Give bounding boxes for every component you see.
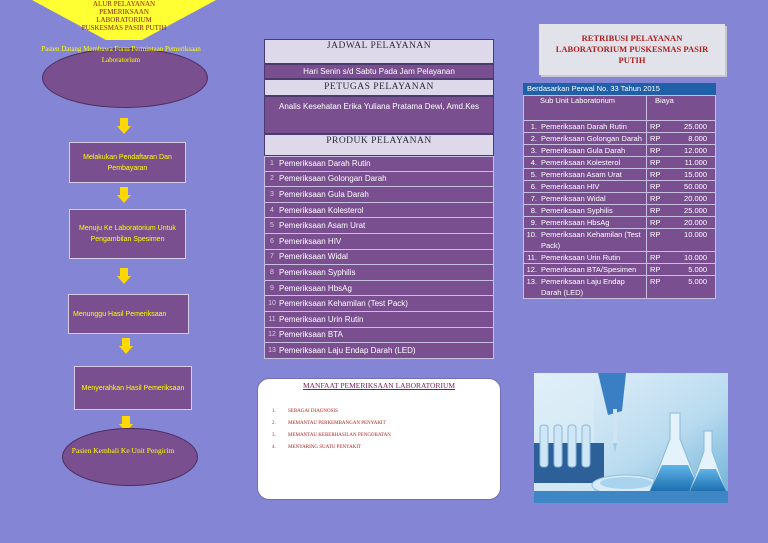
item-name: Pemeriksaan Urin Rutin	[279, 314, 364, 324]
item-number: 11	[268, 315, 276, 323]
list-item	[264, 218, 494, 234]
list-item	[272, 429, 492, 441]
table-row	[523, 181, 716, 193]
row-name: Pemeriksaan HIV	[540, 181, 647, 192]
row-amount: 5.000	[688, 277, 707, 286]
produk-title: PRODUK PELAYANAN	[264, 134, 494, 156]
item-text: MENYARING SUATU PENYAKIT	[288, 444, 362, 450]
item-name: Pemeriksaan Kehamilan (Test Pack)	[279, 299, 408, 309]
table-row	[523, 157, 716, 169]
row-amount: 10.000	[684, 230, 707, 239]
row-name: Pemeriksaan Gula Darah	[540, 145, 647, 156]
list-item	[272, 417, 492, 429]
flow-header-line: LABORATORIUM	[96, 16, 152, 24]
row-amount: 15.000	[684, 170, 707, 179]
row-currency: RP	[650, 218, 661, 227]
arrow-down-icon	[119, 338, 133, 354]
row-name: Pemeriksaan Darah Rutin	[540, 121, 647, 132]
item-number: 3.	[272, 432, 276, 438]
table-row	[523, 205, 716, 217]
row-amount: 10.000	[684, 253, 707, 262]
row-currency: RP	[650, 265, 661, 274]
item-number: 5	[270, 222, 274, 230]
table-row	[523, 121, 716, 133]
list-item	[264, 265, 494, 281]
row-name: Pemeriksaan Asam Urat	[540, 169, 647, 180]
item-text: MEMANTAU KEBERHASILAN PENGOBATAN	[288, 432, 391, 438]
petugas-title: PETUGAS PELAYANAN	[264, 79, 494, 96]
row-name: Pemeriksaan Widal	[540, 193, 647, 204]
item-number: 13	[268, 346, 276, 354]
item-number: 4.	[272, 444, 276, 450]
row-amount: 50.000	[684, 182, 707, 191]
arrow-down-icon	[117, 187, 131, 203]
flow-header-line: PEMERIKSAAN	[99, 8, 149, 16]
item-number: 10	[268, 300, 276, 308]
row-number: 2.	[530, 134, 537, 143]
row-currency: RP	[650, 182, 661, 191]
list-item	[264, 281, 494, 297]
row-currency: RP	[650, 230, 661, 239]
produk-list	[264, 156, 494, 359]
list-item	[272, 441, 492, 453]
flow-step-label: Menyerahkan Hasil Pemeriksaan	[81, 384, 185, 392]
table-row	[523, 145, 716, 157]
row-number: 7.	[530, 194, 537, 203]
table-row	[523, 276, 716, 299]
item-text: SEBAGAI DIAGNOSIS	[288, 408, 338, 414]
item-number: 2	[270, 175, 274, 183]
item-text: MEMANTAU PERKEMBANGAN PENYAKIT	[288, 420, 386, 426]
item-number: 8	[270, 268, 274, 276]
row-currency: RP	[650, 122, 661, 131]
arrow-down-icon	[117, 268, 131, 284]
row-name: Pemeriksaan HbsAg	[540, 217, 647, 228]
row-number: 10.	[526, 230, 537, 239]
flow-intro-text: Pasien Datang Membawa Form Permintaan Pemeriksaan Laboratorium	[41, 45, 201, 64]
table-row	[523, 217, 716, 229]
row-amount: 5.000	[688, 265, 707, 274]
list-item	[264, 156, 494, 172]
list-item	[264, 296, 494, 312]
row-currency: RP	[650, 194, 661, 203]
row-currency: RP	[650, 277, 661, 286]
flow-ending-text: Pasien Kembali Ke Unit Pengirim	[71, 446, 175, 455]
jadwal-value: Hari Senin s/d Sabtu Pada Jam Pelayanan	[264, 64, 494, 79]
row-number: 12.	[526, 265, 537, 274]
arrow-down-icon	[117, 118, 131, 134]
petugas-value	[264, 96, 494, 134]
flow-step-specimen	[69, 209, 186, 259]
perwal-basis: Berdasarkan Perwal No. 33 Tahun 2015	[523, 83, 716, 95]
row-amount: 25.000	[684, 122, 707, 131]
list-item	[264, 343, 494, 359]
row-name: Pemeriksaan Laju Endap Darah (LED)	[540, 276, 647, 298]
row-name: Pemeriksaan Golongan Darah	[540, 133, 647, 144]
list-item	[264, 250, 494, 266]
flow-step-label: Menuju Ke Laboratorium Untuk Pengambilan Spesimen	[79, 225, 176, 243]
row-amount: 11.000	[684, 158, 707, 167]
row-number: 1.	[530, 122, 537, 131]
row-number: 8.	[530, 206, 537, 215]
item-number: 7	[270, 253, 274, 261]
item-name: Pemeriksaan Golongan Darah	[279, 174, 387, 184]
row-currency: RP	[650, 206, 661, 215]
row-amount: 25.000	[684, 206, 707, 215]
item-number: 9	[270, 284, 274, 292]
item-name: Pemeriksaan BTA	[279, 330, 343, 340]
row-amount: 20.000	[684, 194, 707, 203]
flow-step-wait	[68, 294, 189, 334]
list-item	[272, 405, 492, 417]
table-header	[523, 95, 716, 121]
flow-step-label: Melakukan Pendaftaran Dan Pembayaran	[83, 153, 172, 172]
retribusi-table	[523, 95, 716, 299]
row-currency: RP	[650, 146, 661, 155]
item-name: Pemeriksaan Gula Darah	[279, 189, 369, 199]
table-row	[523, 193, 716, 205]
list-item	[264, 328, 494, 344]
manfaat-title: MANFAAT PEMERIKSAAN LABORATORIUM	[302, 381, 456, 390]
item-name: Pemeriksaan Kolesterol	[279, 205, 364, 215]
item-name: Pemeriksaan Darah Rutin	[279, 159, 371, 169]
item-name: Pemeriksaan Widal	[279, 252, 348, 262]
retribusi-title	[556, 33, 709, 66]
row-name: Pemeriksaan Kehamilan (Test Pack)	[540, 229, 647, 251]
list-item	[264, 172, 494, 188]
row-amount: 20.000	[684, 218, 707, 227]
flow-step-register	[69, 142, 186, 183]
table-row	[523, 169, 716, 181]
row-number: 9.	[530, 218, 537, 227]
row-currency: RP	[650, 253, 661, 262]
item-name: Pemeriksaan HIV	[279, 236, 342, 246]
item-name: Pemeriksaan HbsAg	[279, 283, 352, 293]
jadwal-title: JADWAL PELAYANAN	[264, 39, 494, 64]
petugas-name: Analis Kesehatan Erika Yuliana Pratama Dewi, Amd.Kes	[279, 102, 479, 111]
item-name: Pemeriksaan Syphilis	[279, 267, 356, 277]
item-number: 3	[270, 190, 274, 198]
row-number: 6.	[530, 182, 537, 191]
flow-step-label: Menunggu Hasil Pemeriksaan	[73, 310, 167, 318]
manfaat-list	[272, 405, 492, 453]
item-number: 1.	[272, 408, 276, 414]
item-number: 6	[270, 237, 274, 245]
end-ellipse	[62, 428, 198, 486]
row-name: Pemeriksaan Syphilis	[540, 205, 647, 216]
flow-header	[62, 0, 186, 32]
table-row	[523, 264, 716, 276]
table-row	[523, 133, 716, 145]
col-cost-header: Biaya	[655, 96, 674, 105]
list-item	[264, 187, 494, 203]
row-number: 5.	[530, 170, 537, 179]
row-number: 11.	[527, 253, 537, 262]
row-number: 13.	[526, 277, 537, 286]
retribusi-title-line: RETRIBUSI PELAYANAN	[581, 33, 683, 43]
row-amount: 8.000	[688, 134, 707, 143]
item-number: 2.	[272, 420, 276, 426]
retribusi-title-line: PUTIH	[618, 55, 646, 65]
row-number: 3.	[530, 146, 537, 155]
col-unit-header: Sub Unit Laboratorium	[524, 96, 647, 120]
row-currency: RP	[650, 170, 661, 179]
item-number: 4	[270, 206, 274, 214]
row-name: Pemeriksaan Urin Rutin	[540, 252, 647, 263]
table-row	[523, 229, 716, 252]
row-currency: RP	[650, 134, 661, 143]
table-row	[523, 252, 716, 264]
item-name: Pemeriksaan Laju Endap Darah (LED)	[279, 345, 416, 355]
item-name: Pemeriksaan Asam Urat	[279, 221, 366, 231]
row-currency: RP	[650, 158, 661, 167]
row-amount: 12.000	[684, 146, 707, 155]
row-name: Pemeriksaan BTA/Spesimen	[540, 264, 647, 275]
list-item	[264, 312, 494, 328]
item-number: 12	[268, 331, 276, 339]
list-item	[264, 203, 494, 219]
list-item	[264, 234, 494, 250]
row-name: Pemeriksaan Kolesterol	[540, 157, 647, 168]
row-number: 4.	[530, 158, 537, 167]
lab-photo	[534, 373, 728, 503]
flow-step-handover	[74, 366, 192, 410]
flow-header-line: ALUR PELAYANAN	[92, 0, 156, 8]
retribusi-title-line: LABORATORIUM PUSKESMAS PASIR	[555, 44, 709, 54]
flow-header-line: PUSKESMAS PASIR PUTIH	[81, 24, 167, 32]
retribusi-title-box	[539, 24, 725, 75]
item-number: 1	[270, 160, 274, 168]
